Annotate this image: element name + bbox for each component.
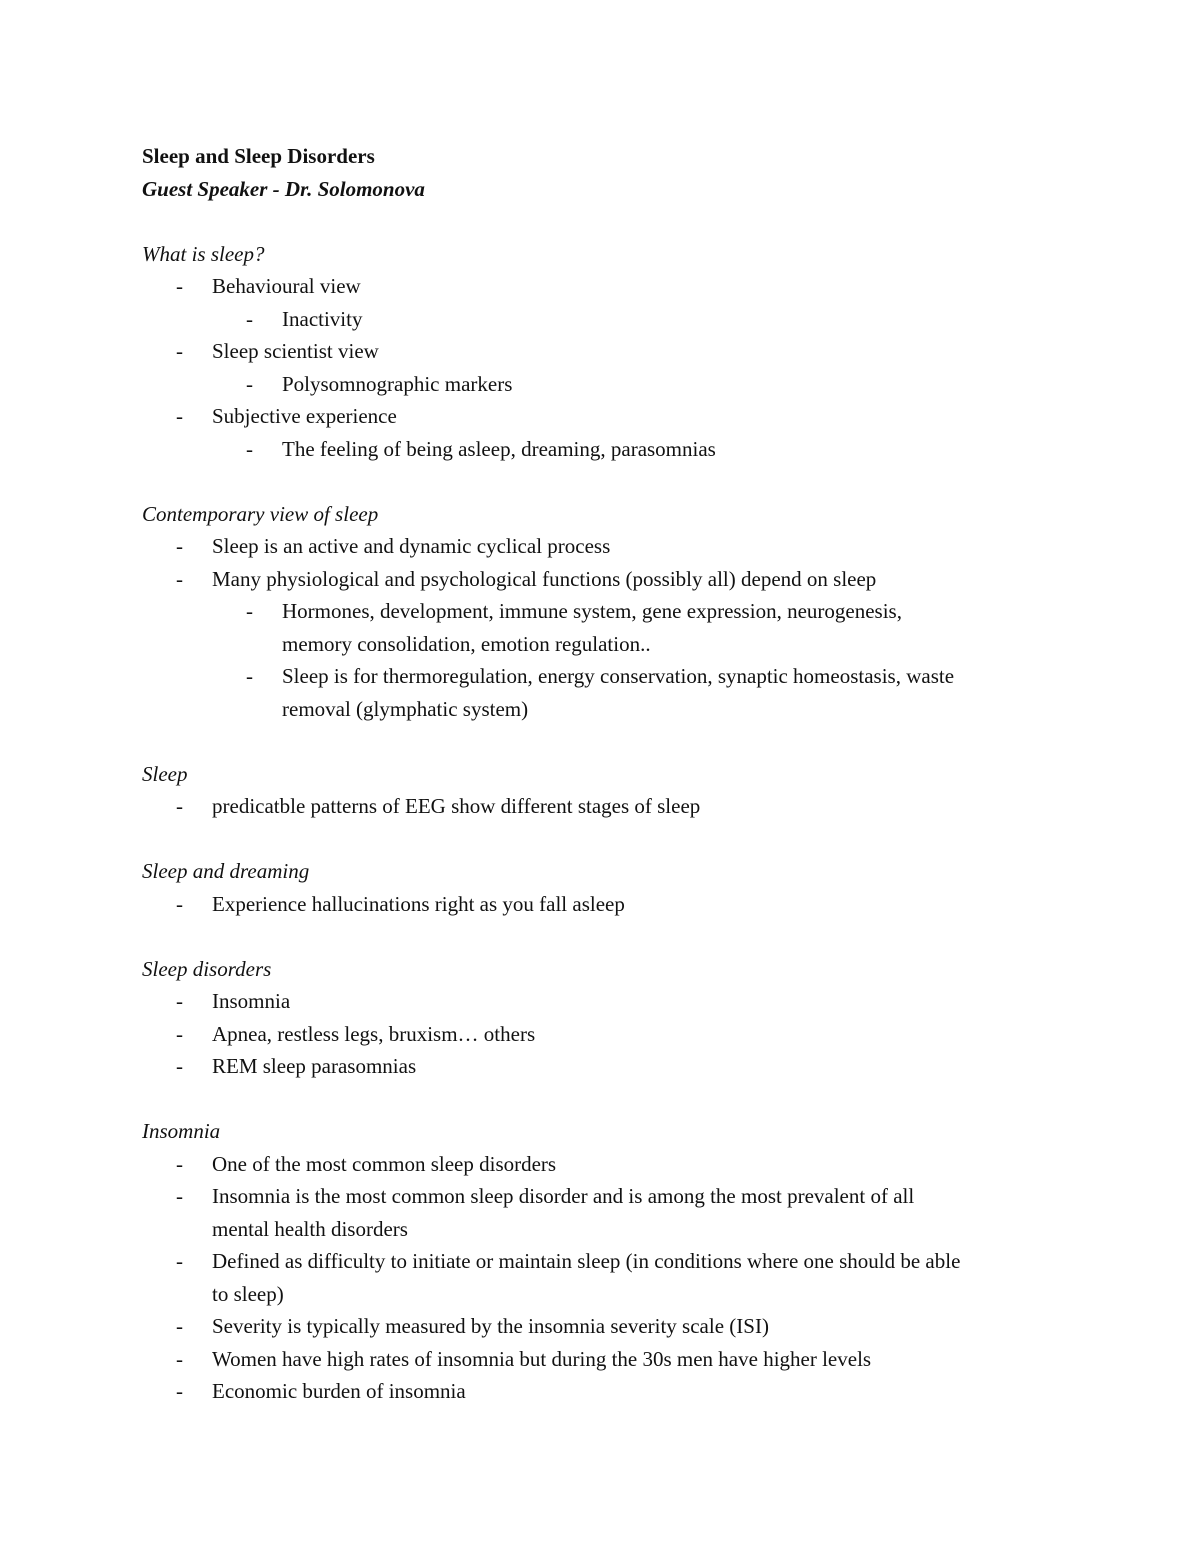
bullet-dash: - [176,1151,183,1176]
list-item-line: Apnea, restless legs, bruxism… others [212,1021,536,1046]
list-item-text [212,1245,960,1310]
bullet-dash: - [176,566,183,591]
sub-list-item [246,303,1072,336]
list-item-text [212,270,361,303]
list-item-line: The feeling of being asleep, dreaming, parasomnias [282,436,716,461]
list-item-line: Insomnia is the most common sleep disorder and is among the most prevalent of all [212,1184,915,1208]
bullet-dash: - [176,1184,183,1208]
list-item [176,335,1072,368]
list-item-line: Insomnia [212,989,291,1013]
list-item-line: REM sleep parasomnias [212,1054,417,1078]
spacer [142,465,1072,498]
list-item [176,1375,1072,1408]
section [142,238,1072,466]
list-item-line: Women have high rates of insomnia but during the 30s men have higher levels [212,1346,872,1371]
list-item-text [282,433,716,466]
list-item-line: Sleep scientist view [212,339,379,363]
bullet-dash: - [176,1346,183,1371]
list-item-text [212,1310,769,1343]
bullet-dash: - [176,339,183,363]
list-item-text [212,790,700,823]
list-item-line: One of the most common sleep disorders [212,1151,557,1176]
bullet-dash: - [176,1314,183,1338]
list-item [176,888,1072,921]
list-item [176,985,1072,1018]
bullet-dash: - [246,436,253,461]
list-item-text [212,1050,416,1083]
list-item-continuation: mental health disorders [212,1216,408,1241]
section-heading: Insomnia [142,1119,221,1143]
list-item-text [282,303,362,336]
list-item-text [212,1343,871,1376]
bullet-dash: - [176,274,183,298]
bullet-dash: - [246,371,253,396]
list-item-text [212,400,397,433]
list-item-line: Sleep is an active and dynamic cyclical process [212,534,611,558]
section [142,498,1072,726]
list-item-text [212,1180,914,1245]
document-page [142,140,1072,1408]
bullet-dash: - [246,599,253,623]
list-item-text [282,368,512,401]
list-item-text [212,1018,535,1051]
sections-container [142,238,1072,1408]
spacer [142,725,1072,758]
list-item [176,530,1072,563]
bullet-dash: - [176,891,183,916]
bullet-dash: - [176,534,183,558]
section-heading: Sleep and dreaming [142,859,310,883]
document-title: Sleep and Sleep Disorders [142,144,375,168]
section [142,758,1072,823]
list-item-text [212,563,876,596]
sub-list-item [246,595,1072,660]
list-item [176,1245,1072,1310]
list-item-line: Polysomnographic markers [282,371,513,396]
list-item-continuation: memory consolidation, emotion regulation.. [282,631,651,656]
sub-list-item [246,433,1072,466]
section [142,855,1072,920]
list-item-continuation: to sleep) [212,1281,284,1306]
section [142,953,1072,1083]
bullet-dash: - [246,306,253,331]
section-heading: What is sleep? [142,241,265,266]
bullet-dash: - [176,794,183,818]
list-item-line: Inactivity [282,306,363,331]
list-item-line: Defined as difficulty to initiate or maintain sleep (in conditions where one should be able [212,1249,961,1273]
bullet-dash: - [176,1021,183,1046]
section-heading: Contemporary view of sleep [142,501,379,526]
list-item-text [212,1148,556,1181]
list-item-text [282,660,954,725]
list-item-text [212,530,610,563]
list-item-line: Severity is typically measured by the insomnia severity scale (ISI) [212,1314,769,1338]
list-item-continuation: removal (glymphatic system) [282,696,529,721]
bullet-dash: - [176,1379,183,1403]
document-subtitle: Guest Speaker - Dr. Solomonova [142,176,425,201]
spacer [142,205,1072,238]
list-item-text [282,595,902,660]
list-item-text [212,1375,466,1408]
bullet-dash: - [176,989,183,1013]
list-item-line: Economic burden of insomnia [212,1379,466,1403]
section [142,1115,1072,1408]
sub-list-item [246,660,1072,725]
list-item [176,563,1072,596]
list-item-line: Behavioural view [212,274,361,298]
spacer [142,920,1072,953]
list-item-line: Sleep is for thermoregulation, energy conservation, synaptic homeostasis, waste [282,664,955,688]
section-heading: Sleep disorders [142,956,272,981]
section-heading: Sleep [142,761,188,786]
list-item [176,1310,1072,1343]
bullet-dash: - [176,1054,183,1078]
spacer [142,823,1072,856]
list-item [176,1148,1072,1181]
bullet-dash: - [246,664,253,688]
list-item [176,270,1072,303]
bullet-dash: - [176,1249,183,1273]
list-item-line: Subjective experience [212,404,397,428]
bullet-dash: - [176,404,183,428]
list-item [176,1018,1072,1051]
list-item [176,790,1072,823]
sub-list-item [246,368,1072,401]
list-item-text [212,985,290,1018]
list-item-line: Hormones, development, immune system, gene expression, neurogenesis, [282,599,902,623]
list-item [176,1343,1072,1376]
list-item-line: Many physiological and psychological functions (possibly all) depend on sleep [212,566,877,591]
list-item-text [212,888,625,921]
spacer [142,1083,1072,1116]
list-item [176,1050,1072,1083]
list-item [176,400,1072,433]
list-item-line: Experience hallucinations right as you fall asleep [212,891,625,916]
list-item-line: predicatble patterns of EEG show different stages of sleep [212,794,701,818]
list-item [176,1180,1072,1245]
list-item-text [212,335,379,368]
